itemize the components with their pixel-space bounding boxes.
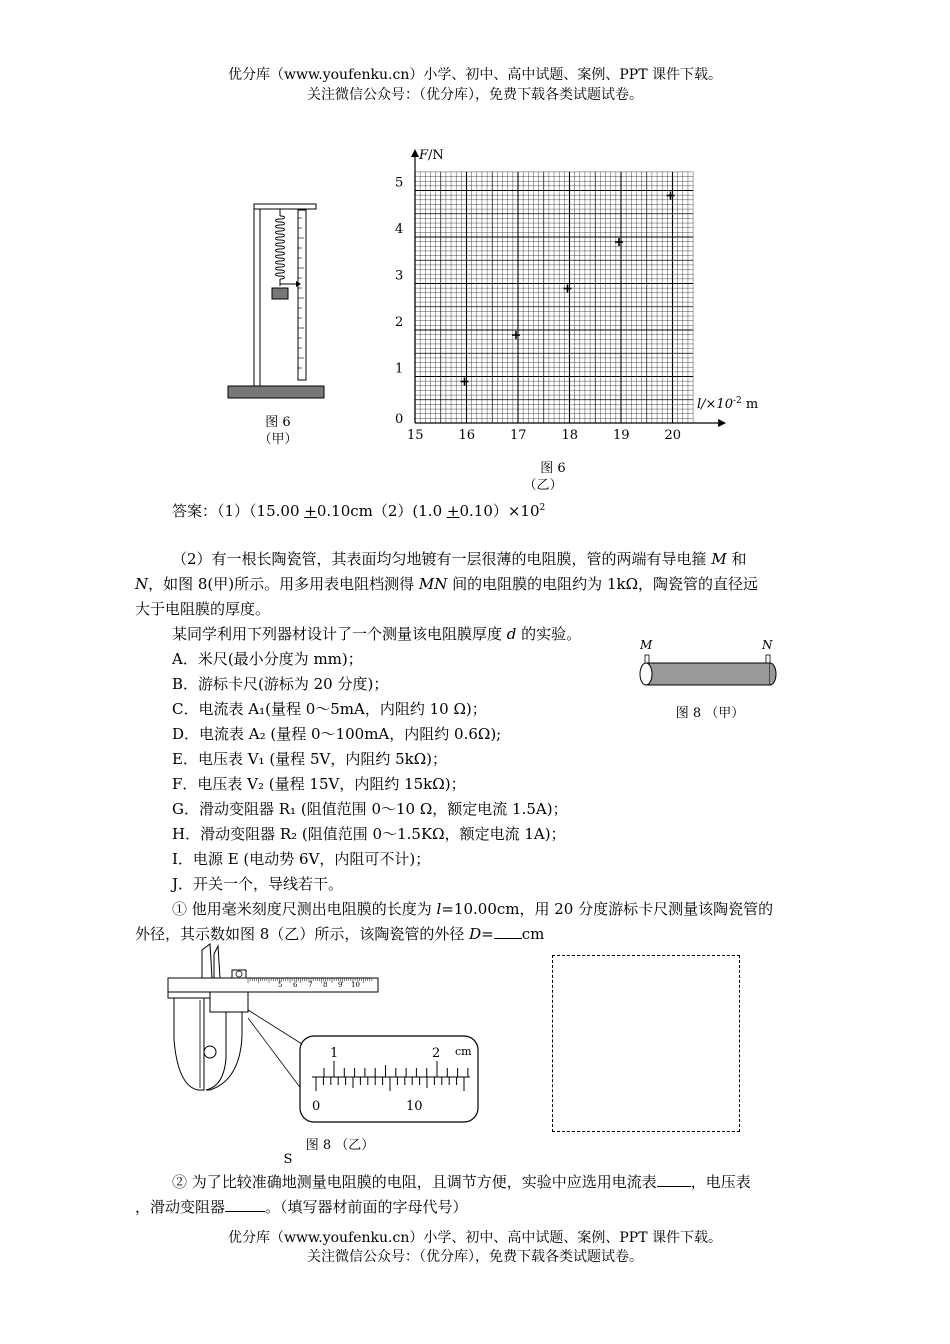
footer-line-1: 优分库（www.youfenku.cn）小学、初中、高中试题、案例、PPT 课件下载。 <box>227 1230 722 1246</box>
data-point-0 <box>461 378 469 386</box>
chart-grid <box>415 172 693 423</box>
circuit-drawing-box[interactable] <box>552 955 740 1132</box>
subquestion-1-line2: 外径，其示数如图 8（乙）所示，该陶瓷管的外径 D= cm <box>135 925 545 943</box>
data-point-1 <box>512 331 520 339</box>
x-axis-label: $l/\times 10^{-2}$ m <box>697 396 759 412</box>
fig6b-subcaption: （乙） <box>523 478 563 493</box>
ammeter-answer-blank[interactable] <box>657 1172 691 1187</box>
tube-label-n: N <box>762 638 773 652</box>
fig6b-caption: 图 6 <box>540 461 566 476</box>
equipment-item-e: E．电压表 V₁ (量程 5V，内阻约 5kΩ)； <box>172 750 448 768</box>
diameter-answer-blank[interactable] <box>494 924 522 939</box>
answer-line: 答案：$(1)(15.00 +0.10cm(2)(1.0 +0.10)\times 10^2$ <box>172 502 546 520</box>
equipment-item-i: I．电源 E (电动势 6V，内阻可不计)； <box>172 850 431 868</box>
subquestion-2-line2: ，滑动变阻器 。（填写器材前面的字母代号） <box>135 1198 468 1216</box>
question-p2: 某同学利用下列器材设计了一个测量该电阻膜厚度 d 的实验。 <box>172 625 582 643</box>
main-scale-unit: cm <box>455 1045 472 1058</box>
svg-text:9: 9 <box>338 981 343 989</box>
data-point-3 <box>615 238 623 246</box>
y-tick-label-2: 2 <box>395 315 404 330</box>
equipment-item-h: H．滑动变阻器 R₂ (阻值范围 0～1.5KΩ，额定电流 1A)； <box>172 825 566 843</box>
main-scale-label-2: 2 <box>432 1046 441 1061</box>
svg-text:7: 7 <box>308 981 313 989</box>
fig6a-subcaption: （甲） <box>258 432 298 447</box>
x-tick-label-15: 15 <box>407 428 424 443</box>
tube-label-m: M <box>640 638 653 652</box>
main-scale-label-1: 1 <box>330 1046 339 1061</box>
equipment-item-j: J．开关一个，导线若干。 <box>172 875 344 893</box>
stray-letter-s: S <box>283 1152 293 1167</box>
subquestion-1-line1: ① 他用毫米刻度尺测出电阻膜的长度为 l=10.00cm，用 20 分度游标卡尺测量该陶瓷管的 <box>172 900 774 918</box>
data-point-2 <box>564 285 572 293</box>
equipment-item-d: D．电流表 A₂ (量程 0～100mA，内阻约 0.6Ω); <box>172 725 502 743</box>
vernier-label-0: 0 <box>312 1099 321 1114</box>
y-axis-label: F/N <box>419 148 444 163</box>
y-tick-label-1: 1 <box>395 361 404 377</box>
x-axis-arrow <box>718 419 726 427</box>
equipment-item-c: C．电流表 A₁(量程 0～5mA，内阻约 10 Ω)； <box>172 700 487 718</box>
x-tick-label-20: 20 <box>664 428 682 443</box>
y-tick-label-4: 4 <box>395 222 404 237</box>
x-tick-label-16: 16 <box>458 428 476 443</box>
equipment-item-g: G．滑动变阻器 R₁ (阻值范围 0～10 Ω，额定电流 1.5A)； <box>172 800 568 818</box>
footer-line-2: 关注微信公众号：（优分库），免费下载各类试题试卷。 <box>307 1249 643 1265</box>
svg-text:6: 6 <box>293 981 298 989</box>
force-length-chart <box>385 145 765 445</box>
spring-apparatus-figure <box>222 198 332 408</box>
vernier-label-10: 10 <box>406 1099 423 1114</box>
svg-text:5: 5 <box>278 981 283 989</box>
x-tick-label-18: 18 <box>561 428 579 443</box>
chart-data-points <box>461 192 675 386</box>
equipment-item-f: F．电压表 V₂ (量程 15V，内阻约 15kΩ)； <box>172 775 466 793</box>
equipment-item-a: A．米尺(最小分度为 mm)； <box>172 650 363 668</box>
question-p1-line1: （2）有一根长陶瓷管，其表面均匀地镀有一层很薄的电阻膜，管的两端有导电箍 M 和 <box>172 550 747 568</box>
chart-tick-labels <box>395 176 681 444</box>
svg-text:8: 8 <box>323 981 328 989</box>
y-axis-arrow <box>411 149 419 157</box>
origin-label: 0 <box>395 412 404 427</box>
x-tick-label-17: 17 <box>510 428 527 443</box>
rheostat-answer-blank[interactable] <box>225 1197 265 1212</box>
ceramic-tube-figure <box>632 635 782 695</box>
y-tick-label-3: 3 <box>395 268 404 284</box>
data-point-4 <box>667 192 675 200</box>
fig8a-caption: 图 8 （甲） <box>675 706 745 721</box>
fig6a-caption: 图 6 <box>265 415 291 430</box>
subquestion-2-line1: ② 为了比较准确地测量电阻膜的电阻，且调节方便，实验中应选用电流表 ，电压表 <box>172 1173 751 1191</box>
header-line-2: 关注微信公众号：（优分库），免费下载各类试题试卷。 <box>307 87 643 103</box>
question-p1-line2: N，如图 8(甲)所示。用多用表电阻档测得 MN 间的电阻膜的电阻约为 1kΩ，陶瓷管的直径远 <box>135 575 759 593</box>
vernier-caliper-figure <box>160 940 490 1135</box>
header-line-1: 优分库（www.youfenku.cn）小学、初中、高中试题、案例、PPT 课件下载。 <box>227 67 722 83</box>
svg-text:10: 10 <box>351 981 360 989</box>
x-tick-label-19: 19 <box>613 428 630 443</box>
fig8b-caption: 图 8 （乙） <box>305 1138 375 1153</box>
equipment-item-b: B．游标卡尺(游标为 20 分度)； <box>172 675 389 693</box>
question-p1-line3: 大于电阻膜的厚度。 <box>135 600 271 618</box>
y-tick-label-5: 5 <box>395 175 404 191</box>
